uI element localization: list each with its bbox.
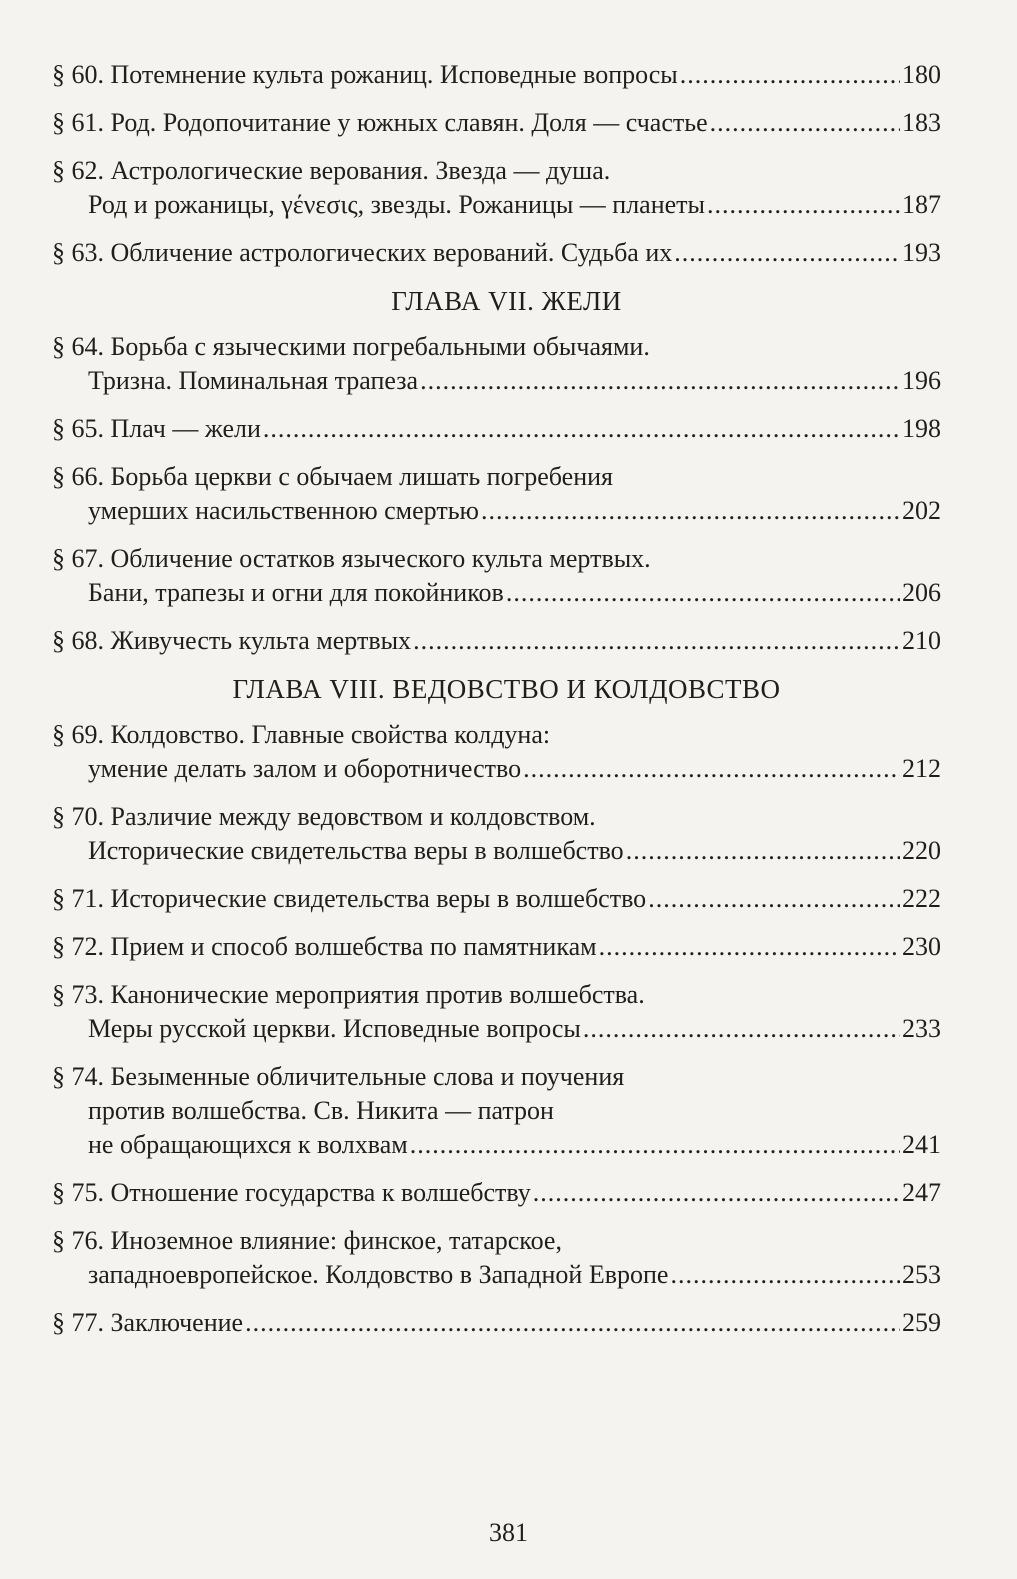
toc-entry — [52, 154, 941, 222]
toc-page-number: 222 — [902, 884, 941, 913]
dot-leader — [245, 1306, 900, 1340]
toc-page-number: 212 — [902, 754, 941, 783]
toc-entry-line: против волшебства. Св. Никита — патрон — [88, 1096, 554, 1125]
toc-entry — [52, 236, 941, 270]
toc-entry-line — [52, 1176, 941, 1210]
toc-page-number: 210 — [902, 626, 941, 655]
toc-entry — [52, 1306, 941, 1340]
toc-entry-line — [52, 930, 941, 964]
toc-entry-text: Меры русской церкви. Исповедные вопросы — [88, 1014, 581, 1043]
toc-page-number: 233 — [902, 1014, 941, 1043]
toc-entry-text: умение делать залом и оборотничество — [88, 754, 522, 783]
toc-entry — [52, 930, 941, 964]
toc-entry-line — [52, 494, 941, 528]
dot-leader — [420, 364, 900, 398]
toc-entry-line: § 67. Обличение остатков языческого культа мертвых. — [52, 544, 651, 573]
toc-page-number: 187 — [902, 190, 941, 219]
toc-entry — [52, 624, 941, 658]
toc-page-number: 247 — [902, 1178, 941, 1207]
toc-entry-text: § 60. Потемнение культа рожаниц. Исповедные вопросы — [52, 60, 678, 89]
toc-entry-line — [52, 364, 941, 398]
toc-page-number: 196 — [902, 366, 941, 395]
page-number: 381 — [489, 1518, 528, 1547]
toc-page-number: 198 — [902, 414, 941, 443]
toc-page-number: 180 — [902, 60, 941, 89]
toc-entry-text: Бани, трапезы и огни для покойников — [88, 578, 504, 607]
toc-entry-line: § 70. Различие между ведовством и колдовством. — [52, 802, 596, 831]
toc-entry-text: умерших насильственною смертью — [88, 496, 479, 525]
toc-entry — [52, 542, 941, 610]
toc-entry — [52, 106, 941, 140]
toc-entry-text: не обращающихся к волхвам — [88, 1130, 408, 1159]
chapter-heading: ГЛАВА VII. ЖЕЛИ — [391, 286, 622, 316]
toc-entry-text: § 75. Отношение государства к волшебству — [52, 1178, 531, 1207]
table-of-contents — [52, 58, 941, 1354]
toc-entry-text: § 72. Прием и способ волшебства по памятникам — [52, 932, 597, 961]
toc-entry-line — [52, 106, 941, 140]
dot-leader — [583, 1012, 900, 1046]
toc-entry-text: Тризна. Поминальная трапеза — [88, 366, 419, 395]
dot-leader — [413, 624, 900, 658]
toc-entry-line — [52, 882, 941, 916]
toc-entry-line — [52, 58, 941, 92]
toc-entry-line — [52, 752, 941, 786]
toc-entry-text: § 77. Заключение — [52, 1308, 244, 1337]
toc-entry-line — [52, 1012, 941, 1046]
dot-leader — [670, 1258, 900, 1292]
toc-entry-line: § 69. Колдовство. Главные свойства колдуна: — [52, 720, 551, 749]
toc-entry-text: западноевропейское. Колдовство в Западной Европе — [88, 1260, 669, 1289]
toc-entry-line — [52, 188, 941, 222]
dot-leader — [648, 882, 900, 916]
toc-entry-text: § 68. Живучесть культа мертвых — [52, 626, 412, 655]
toc-page-number: 202 — [902, 496, 941, 525]
chapter-heading: ГЛАВА VIII. ВЕДОВСТВО И КОЛДОВСТВО — [232, 674, 781, 704]
dot-leader — [506, 576, 900, 610]
toc-page-number: 193 — [902, 238, 941, 267]
toc-entry-text: Исторические свидетельства веры в волшебство — [88, 836, 624, 865]
toc-entry — [52, 460, 941, 528]
toc-page-number: 206 — [902, 578, 941, 607]
toc-page-number: 253 — [902, 1260, 941, 1289]
toc-entry-text: § 61. Род. Родопочитание у южных славян. Доля — счастье — [52, 108, 708, 137]
toc-page-number: 183 — [902, 108, 941, 137]
toc-entry-line: § 62. Астрологические верования. Звезда — душа. — [52, 156, 611, 185]
toc-entry — [52, 800, 941, 868]
toc-entry-text: § 63. Обличение астрологических верований. Судьба их — [52, 238, 673, 267]
toc-entry-line — [52, 576, 941, 610]
toc-entry-line: § 73. Канонические мероприятия против волшебства. — [52, 980, 645, 1009]
toc-page-number: 220 — [902, 836, 941, 865]
toc-entry-line — [52, 412, 941, 446]
dot-leader — [680, 58, 900, 92]
toc-entry — [52, 1176, 941, 1210]
toc-entry-line: § 66. Борьба церкви с обычаем лишать погребения — [52, 462, 614, 491]
toc-entry — [52, 978, 941, 1046]
toc-page-number: 259 — [902, 1308, 941, 1337]
toc-entry — [52, 1224, 941, 1292]
toc-entry-text: § 71. Исторические свидетельства веры в волшебство — [52, 884, 647, 913]
toc-page-number: 230 — [902, 932, 941, 961]
dot-leader — [533, 1176, 900, 1210]
toc-entry — [52, 882, 941, 916]
toc-page-number: 241 — [902, 1130, 941, 1159]
toc-entry — [52, 718, 941, 786]
toc-entry-line: § 76. Иноземное влияние: финское, татарское, — [52, 1226, 562, 1255]
toc-entry-line — [52, 1128, 941, 1162]
toc-entry-text: § 65. Плач — жели — [52, 414, 261, 443]
dot-leader — [626, 834, 900, 868]
toc-entry — [52, 412, 941, 446]
dot-leader — [599, 930, 900, 964]
toc-entry-line — [52, 1258, 941, 1292]
dot-leader — [707, 188, 900, 222]
dot-leader — [410, 1128, 900, 1162]
toc-entry-line — [52, 236, 941, 270]
toc-entry-line — [52, 834, 941, 868]
dot-leader — [523, 752, 900, 786]
toc-entry-text: Род и рожаницы, γένεσις, звезды. Рожаницы — планеты — [88, 190, 706, 219]
toc-entry — [52, 58, 941, 92]
toc-entry-line: § 74. Безыменные обличительные слова и поучения — [52, 1062, 625, 1091]
toc-entry-line — [52, 1306, 941, 1340]
toc-entry — [52, 330, 941, 398]
toc-entry-line — [52, 624, 941, 658]
dot-leader — [710, 106, 900, 140]
toc-entry — [52, 1060, 941, 1162]
dot-leader — [674, 236, 900, 270]
dot-leader — [263, 412, 900, 446]
toc-entry-line: § 64. Борьба с языческими погребальными обычаями. — [52, 332, 650, 361]
dot-leader — [481, 494, 900, 528]
